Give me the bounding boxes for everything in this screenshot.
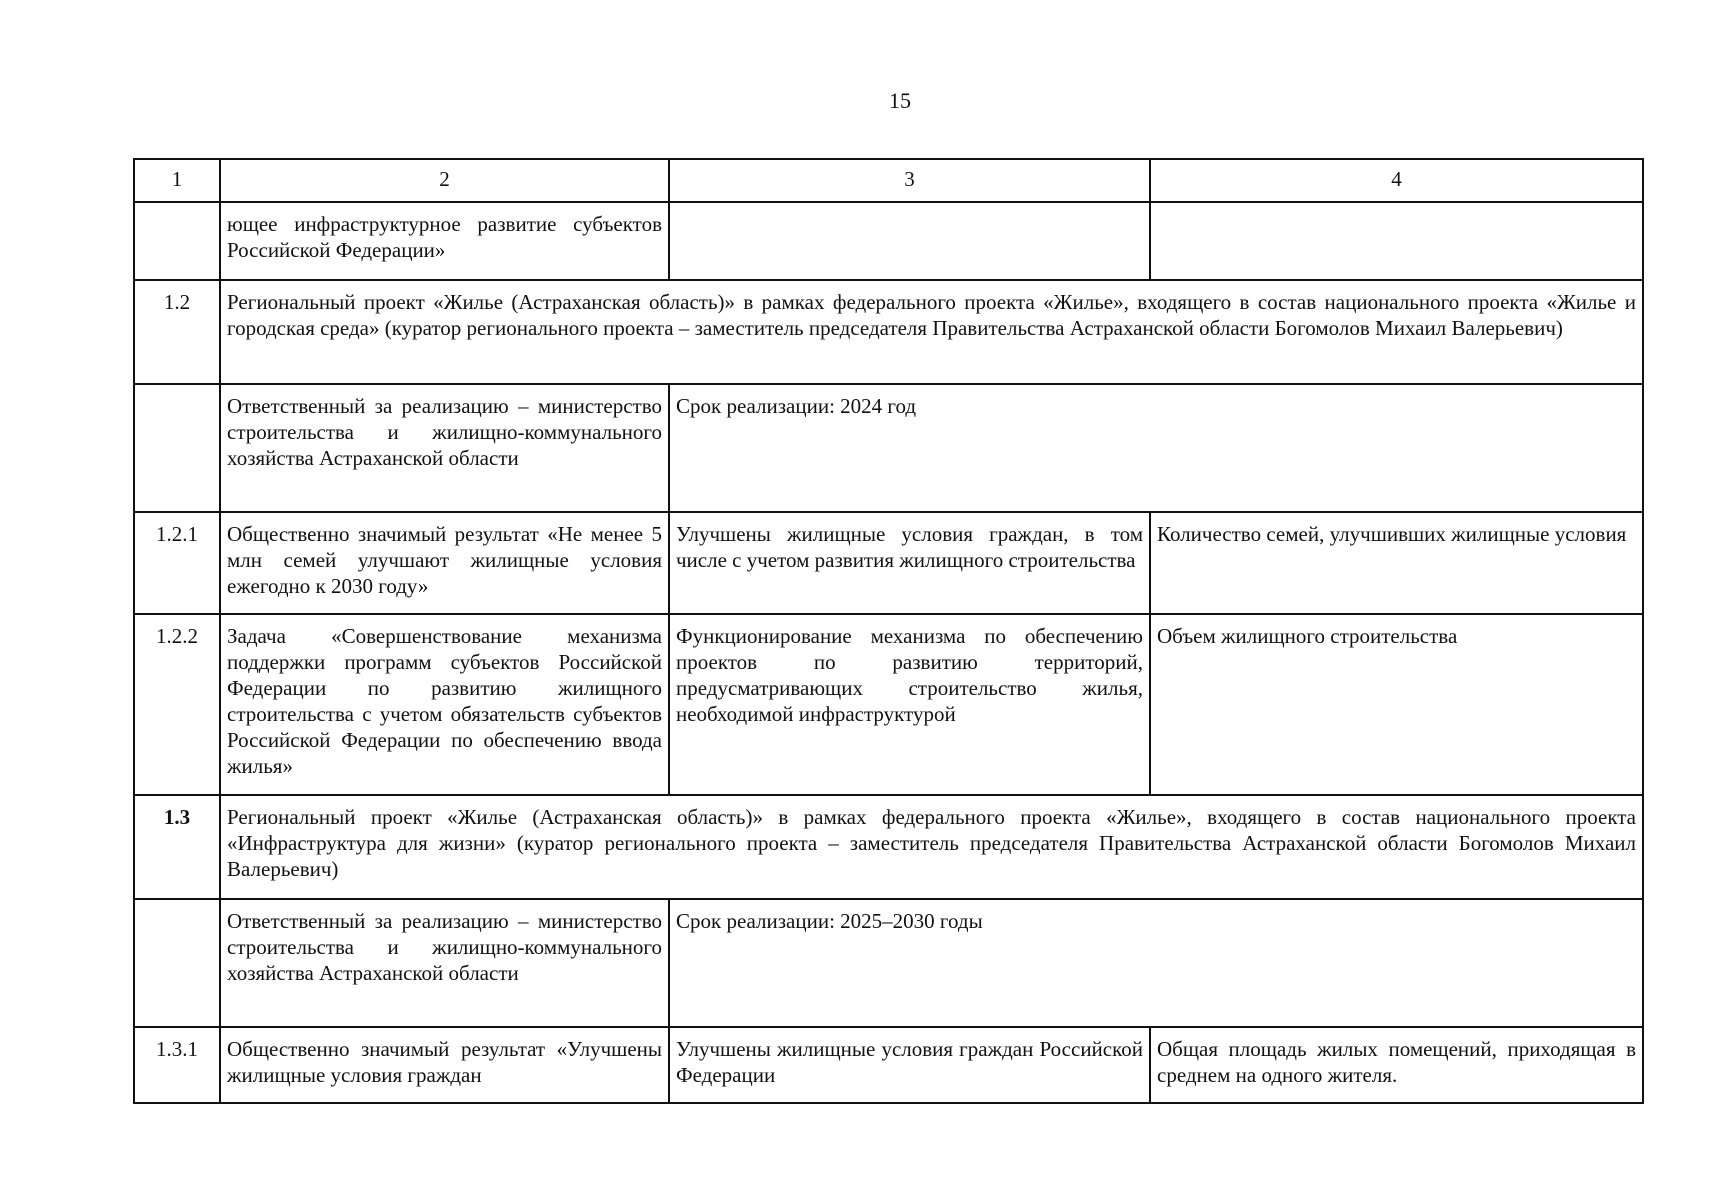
row-indicator — [1150, 202, 1643, 280]
table-row — [134, 512, 1643, 614]
row-description: Задача «Совершенствование механизма поддержки программ субъектов Российской Федерации по развитию жилищного строительства с учетом обязательств субъектов Российской Федерации по обеспечению ввода жилья» — [220, 614, 669, 795]
row-number: 1.3.1 — [134, 1027, 220, 1103]
table-row — [134, 899, 1643, 1027]
row-result: Функционирование механизма по обеспечению проектов по развитию территорий, предусматривающих строительство жилья, необходимой инфраструктурой — [669, 614, 1150, 795]
implementation-period: Срок реализации: 2025–2030 годы — [669, 899, 1643, 1027]
row-number — [134, 384, 220, 512]
header-cell-3: 3 — [669, 159, 1150, 202]
table-row — [134, 202, 1643, 280]
header-cell-4: 4 — [1150, 159, 1643, 202]
row-number: 1.2.2 — [134, 614, 220, 795]
row-number: 1.2.1 — [134, 512, 220, 614]
program-table — [133, 158, 1644, 1104]
header-cell-1: 1 — [134, 159, 220, 202]
row-description: Общественно значимый результат «Улучшены жилищные условия граждан — [220, 1027, 669, 1103]
row-result — [669, 202, 1150, 280]
row-number — [134, 202, 220, 280]
row-indicator: Объем жилищного строительства — [1150, 614, 1643, 795]
page-number: 15 — [889, 88, 911, 113]
table-row — [134, 795, 1643, 899]
row-indicator: Общая площадь жилых помещений, приходящая в среднем на одного жителя. — [1150, 1027, 1643, 1103]
row-result: Улучшены жилищные условия граждан Российской Федерации — [669, 1027, 1150, 1103]
regional-project-title: Региональный проект «Жилье (Астраханская область)» в рамках федерального проекта «Жилье», входящего в состав национального проекта «Жилье и городская среда» (куратор регионального проекта – заместитель председателя Правительства Астраханской области Богомолов Михаил Валерьевич) — [220, 280, 1643, 384]
implementation-period: Срок реализации: 2024 год — [669, 384, 1643, 512]
table-header-row — [134, 159, 1643, 202]
regional-project-title: Региональный проект «Жилье (Астраханская область)» в рамках федерального проекта «Жилье», входящего в состав национального проекта «Инфраструктура для жизни» (куратор регионального проекта – заместитель председателя Правительства Астраханской области Богомолов Михаил Валерьевич) — [220, 795, 1643, 899]
row-indicator: Количество семей, улучшивших жилищные условия — [1150, 512, 1643, 614]
row-description: ющее инфраструктурное развитие субъектов Российской Федерации» — [220, 202, 669, 280]
row-result: Улучшены жилищные условия граждан, в том числе с учетом развития жилищного строительства — [669, 512, 1150, 614]
row-description: Общественно значимый результат «Не менее 5 млн семей улучшают жилищные условия ежегодно к 2030 году» — [220, 512, 669, 614]
row-number: 1.2 — [134, 280, 220, 384]
header-cell-2: 2 — [220, 159, 669, 202]
row-number: 1.3 — [134, 795, 220, 899]
table-row — [134, 1027, 1643, 1103]
table-row — [134, 280, 1643, 384]
responsible-executor: Ответственный за реализацию – министерство строительства и жилищно-коммунального хозяйства Астраханской области — [220, 899, 669, 1027]
responsible-executor: Ответственный за реализацию – министерство строительства и жилищно-коммунального хозяйства Астраханской области — [220, 384, 669, 512]
table-row — [134, 384, 1643, 512]
table-row — [134, 614, 1643, 795]
row-number — [134, 899, 220, 1027]
